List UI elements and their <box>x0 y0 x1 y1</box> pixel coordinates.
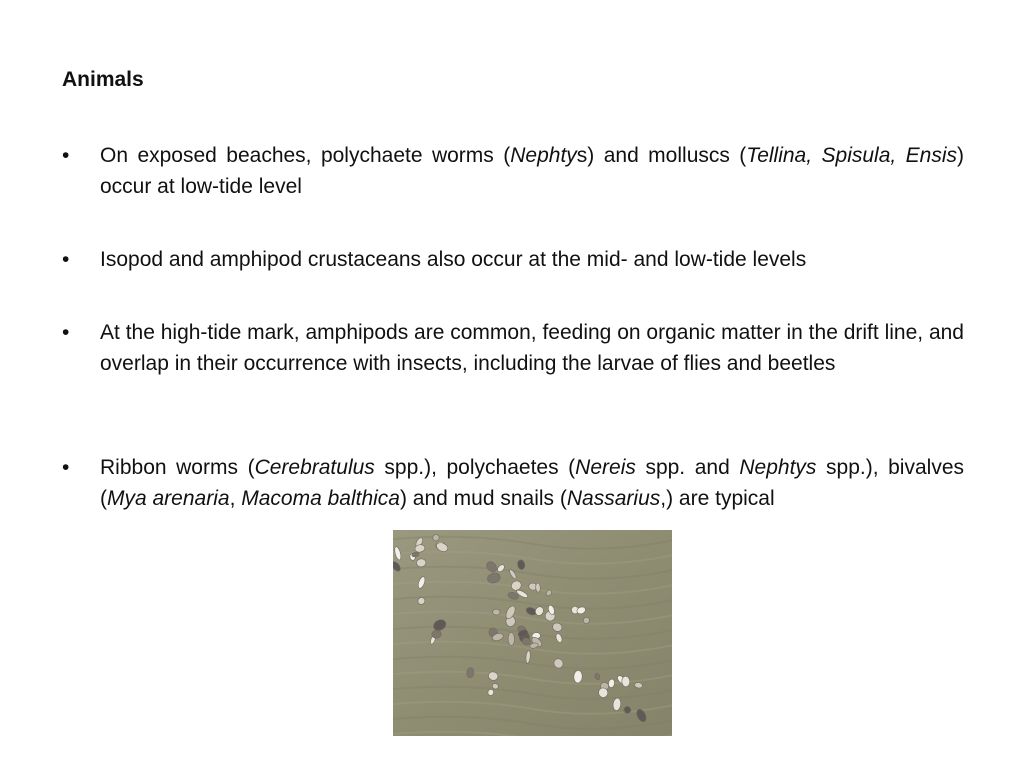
text-run: , <box>229 487 242 510</box>
slide-heading: Animals <box>62 68 144 91</box>
text-run: ) occur at low-tide level <box>100 144 964 198</box>
shells-on-sand-photo <box>393 530 672 736</box>
shell <box>535 583 540 592</box>
text-run: spp.), bivalves ( <box>100 456 964 510</box>
bullet-marker: • <box>62 321 70 344</box>
text-run: spp.), polychaetes ( <box>374 456 576 479</box>
shell <box>622 676 630 687</box>
shell <box>508 632 515 645</box>
shells-on-sand-image <box>393 530 672 736</box>
bullet-text <box>100 452 964 514</box>
text-run: s) and molluscs ( <box>576 144 747 167</box>
italic-term: Nephty <box>510 144 577 167</box>
text-run: On exposed beaches, polychaete worms ( <box>100 144 511 167</box>
italic-term: Cerebratulus <box>254 456 375 479</box>
italic-term: Nephtys <box>739 456 817 479</box>
italic-term: Mya arenaria <box>107 487 230 510</box>
bullet-item <box>62 140 964 202</box>
italic-term: Nassarius <box>566 487 661 510</box>
text-run: ,) are typical <box>660 487 775 510</box>
italic-term: Tellina, Spisula, Ensis <box>746 144 957 167</box>
text-run: Isopod and amphipod crustaceans also occur at the mid- and low-tide levels <box>100 248 807 271</box>
bullet-text <box>100 140 964 202</box>
bullet-marker: • <box>62 456 70 479</box>
text-run: spp. and <box>635 456 740 479</box>
italic-term: Macoma balthica <box>241 487 400 510</box>
bullet-item <box>62 317 964 379</box>
bullet-marker: • <box>62 248 70 271</box>
text-run: ) and mud snails ( <box>399 487 567 510</box>
shell <box>492 609 500 615</box>
text-run: Ribbon worms ( <box>100 456 255 479</box>
text-run: At the high-tide mark, amphipods are common, feeding on organic matter in the drift line, and overlap in their occurrence with insects, including the larvae of flies and beetles <box>100 321 964 375</box>
italic-term: Nereis <box>575 456 636 479</box>
bullet-item <box>62 244 964 275</box>
bullet-text <box>100 244 964 275</box>
bullet-marker: • <box>62 144 70 167</box>
bullet-item <box>62 452 964 514</box>
bullet-text <box>100 317 964 379</box>
